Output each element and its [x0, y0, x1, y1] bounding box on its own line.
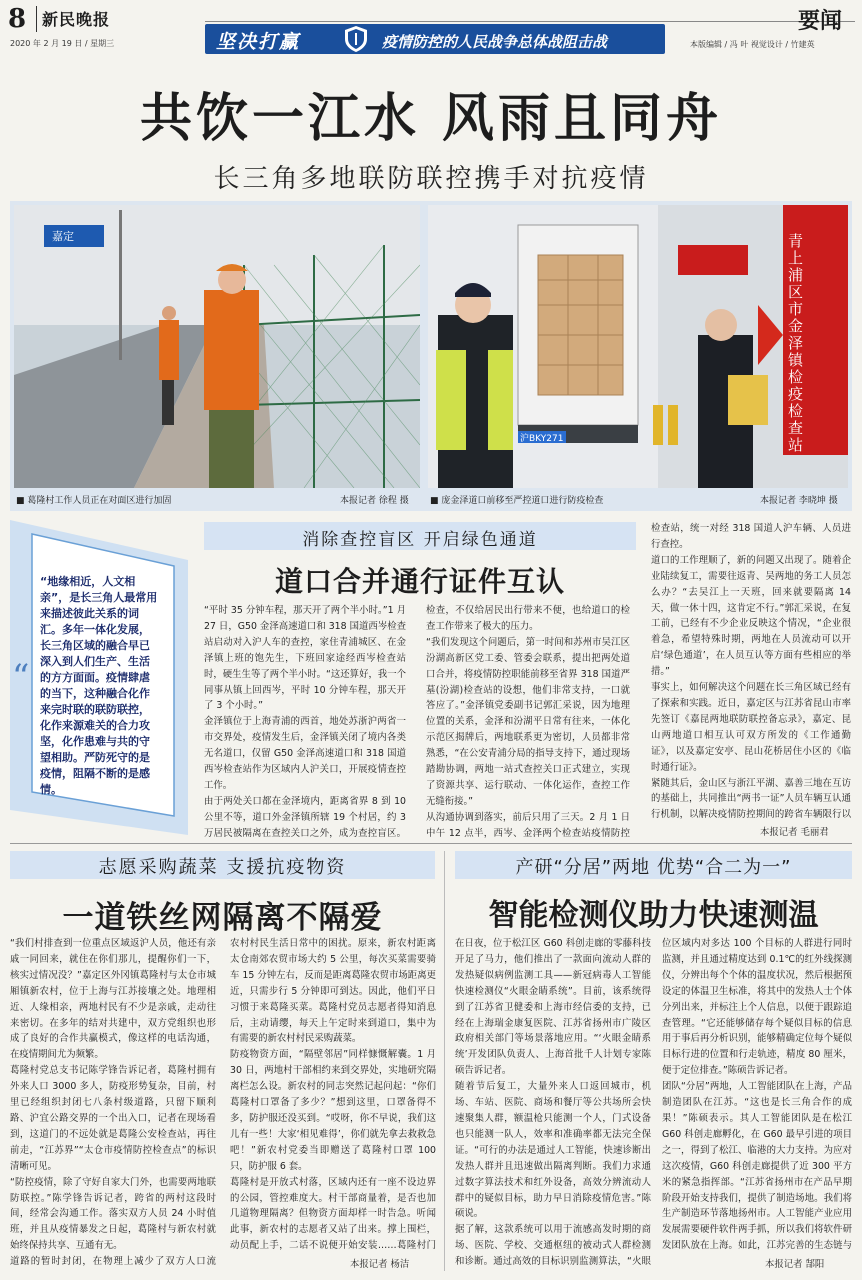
- photo-fence-workers: [14, 205, 420, 488]
- article1-column3: 检查站，统一对经 318 国道人沪车辆、人员进行查控。 道口的工作理顺了，新的问题又出现了。随着企业陆续复工，需要往返青、吴两地的务工人员怎么办？“去吴江上一天班，回来就要隔离 14 天，做一休十四，这肯定不行。”郭汇采说，在复工前，已经有不少企业反映这个情况，“企业很着急，希望特殊时期，两地在人员流动可以开启‘绿色通道’，在人员互认等方面有些相应的举措。” 事实上，如何解决这个问题在长三角区域已经有了探索和实践。近日，嘉定区与江苏省昆山市率先签订《嘉昆两地联防联控备忘录》，嘉定、昆山两地道口相互认可双方所发的《工作通勤证》，以及嘉定安亭、昆山花桥居住小区的《临时通行证》。 紧随其后，金山区与浙江平湖、嘉善三地在互访的基础上，共同推出“两书一证”人员车辆互认通行机制，以解决疫情防控期间的跨省车辆限行以: [651, 523, 851, 821]
- section-name: 要闻: [798, 9, 843, 34]
- checkpoint-banner: 青上浦区市金泽镇检疫检查站: [786, 233, 804, 454]
- header-rule: [205, 21, 855, 22]
- article3-column1: 在日夜，位于松江区 G60 科创走廊的零藤科技开足了马力，他们推出了一款面向流动人群的发热疑似病例监测工具——新冠病毒人工智能快速检测仪“火眼金睛系统”。目前，该系统得到了江苏省卫健委和上海市经信委的支持，已经在上海瑞金康复医院、江苏省扬州市广陵区政府相关部门等场景落地应用。“‘火眼金睛系统’开发团队负责人、上海首批千人计划专家陈硕告诉记者。 随着节后复工，大量外来人口返回城市，机场、车站、医院、商场和餐厅等公共场所会快速聚集人群，额温枪只能测一个人，门式设备也只能测一队人，效率和准确率都无法完全保证。“可行的办法是通过人工智能，快速诊断出发热人群并且迅速做出隔离判断。我们力求通过数字算法技术和红外设备，高效分辨流动人群中的疑似目标，助力早日消除疫情危害。”陈硕说。 据了解，这款系统可以用于流感高发时期的商场、医院、学校、交通枢纽的被动式人群检测和诊断。通过高效的目标识别监测算法，“火眼: [455, 938, 651, 1268]
- article2-column1: “我们村排查到一位重点区域返沪人员，他还有亲戚一同回来，就住在你们那儿，提醒你们一下，核实过情况没？”嘉定区外冈镇葛隆村与太仓市城厢镇新农村，位于上海与江苏接壤之处。地理相近、人缘相亲，两地村民有不少是亲戚，走动往来密切。在多年的结对共建中，双方党组织也形成了良好的合作共赢模式，像这样的电话沟通，在疫情期间尤为频繁。 葛隆村党总支书记陈学锋告诉记者，葛隆村拥有外来人口 3000 多人，防疫形势复杂，目前，村里已经组织封闭七八条村级道路，只留下顺利路、沪宜公路交界的一个出入口，记者在现场看到，这道门的不远处就是葛隆公安检查站，再往前走，“江苏界”“太仓市疫情防控检查点”的标识清晰可见。 “防控疫情，除了守好自家大门外，也需要两地联防联控。”陈学锋告诉记者，跨省的两村这段时间，经常会沟通工作。落实双方人员 24 小时值班，并且从疫情暴发之日起，葛隆村与新农村就始终保持共享、互通有无。 道路的暂时封闭，在物理上减少了双方人口流: [10, 938, 216, 1268]
- article3-credit: 本报记者 郜阳: [765, 1259, 825, 1270]
- photo-truck-inspection: [428, 205, 848, 488]
- section-divider: [10, 843, 852, 844]
- road-sign: 嘉定: [52, 230, 74, 243]
- editor-credit: 本版编辑 / 冯 叶 视觉设计 / 竹建英: [690, 40, 815, 49]
- article1-title: 道口合并通行证件互认: [274, 565, 565, 598]
- article1-kicker: 消除查控盲区 开启绿色通道: [302, 530, 538, 550]
- photo-right-caption: ■ 庞金泽道口前移至严控道口进行防疫检查: [430, 496, 604, 506]
- paper-name: 新民晚报: [42, 10, 111, 29]
- header-divider: [36, 6, 37, 32]
- column-divider: [444, 851, 445, 1271]
- photo-left-credit: 本报记者 徐程 摄: [340, 496, 409, 506]
- photo-left-caption: ■ 葛隆村工作人员正在对面区进行加固: [16, 496, 172, 506]
- article1-column2: 检查，不仅给居民出行带来不便，也给道口的检查工作带来了极大的压力。 “我们发现这个问题后，第一时间和苏州市吴江区汾湖高新区党工委、管委会联系，提出把两处道口合并，将疫情防控职能前移至省界 318 国道严墓(汾湖)检查站的设想，他们非常支持，一口就答应了。”金泽镇党委副书记郭汇采说，因为地理位置的关系，金泽和汾湖平日常有往来，一体化示范区揭牌后，两地联系更为密切，人员都非常熟悉，“在公安青浦分局的指导支持下，通过现场踏勘协调，两地一站式查控关口正式建立，实现了资源共享、运行联动、一体化运作，查控工作无缝衔接。” 从沟通协调到落实，前后只用了三天。2 月 1 日中午 12 点半，西岑、金泽两个检查站疫情防控: [426, 605, 630, 838]
- photo-right-credit: 本报记者 李晓坤 摄: [760, 496, 838, 506]
- article1-credit: 本报记者 毛丽君: [760, 827, 829, 838]
- article3-title: 智能检测仪助力快速测温: [488, 898, 819, 933]
- page-number: 8: [8, 4, 27, 34]
- article2-kicker: 志愿采购蔬菜 支援抗疫物资: [98, 857, 347, 878]
- article2-column2: 农村村民生活日常中的困扰。原来，新农村距离太仓南郊农贸市场大约 5 公里，每次买菜需要骑车 15 分钟左右，反而是距离葛隆农贸市场距离更近，只需步行 5 分钟即可到达。因此，他们平日习惯于来葛隆买菜。葛隆村党员志愿者得知消息后，主动请缨，每天上午定时来到道口，集中为有需要的新农村村民采购蔬菜。 防疫物资方面，“隔壁邻居”同样慷慨解囊。1 月 30 日，两地村干部相约来到交界处，实地研究隔离栏怎么设。新农村的同志突然记起问起：“你们葛隆村口罩备了多少？”想到这里，口罩备得不多，防护服还没买到。“哎呀，你不早说，我们这儿有一些！大家‘相见难得’，你们就先拿去救救急吧！”新农村党委当即赠送了葛隆村口罩 100 只，防护服 6 套。 葛隆村是开放式村落，区域内还有一座不设边界的公园，管控难度大。村干部商量着，是否也加几道物理隔离？但物资方面却样一时告急。听闻此事，新农村的志愿者又站了出来。撑上围栏，动员配上手，二话不说便开始安装……葛隆村门: [230, 938, 436, 1252]
- article2-credit: 本报记者 杨洁: [350, 1259, 410, 1270]
- article2-title: 一道铁丝网隔离不隔爱: [62, 900, 383, 936]
- main-headline: 共饮一江水 风雨且同舟: [139, 89, 723, 149]
- campaign-slogan: 坚决打赢: [216, 31, 301, 53]
- shield-icon: [343, 25, 369, 53]
- quote-mark-icon: “: [12, 657, 30, 697]
- issue-date: 2020 年 2 月 19 日 / 星期三: [10, 39, 115, 48]
- pull-quote: “地缘相近，人文相亲”，是长三角人最常用来描述彼此关系的词汇。多年一体化发展，长三角区域的融合早已深入到人们生产、生活的方方面面。疫情肆虐的当下，这种融合化作来完时联的联防联控，化作来源难关的合力攻坚，化作患难与共的守望相助。严防死守的是疫情，阻隔不断的是感情。: [40, 575, 158, 796]
- article3-column2: 位区域内对多达 100 个目标的人群进行同时监测，并且通过精度达到 0.1℃的红外线探测仪，分辨出每个个体的温度状况，然后根据预设定的体温卫生标准，将其中的发热人士个体分列出来，并标注上个人信息，以便于跟踪追查管理。“它还能够储存每个疑似目标的信息用于事后再分析识别，能够精确定位每个疑似目标行进的位置和行走轨迹，精度 80 厘米，便于定位排查。”陈硕告诉记者。 团队“分居”两地，人工智能团队在上海，产品制造团队在江苏。“这也是长三角合作的成果！”陈硕表示。其人工智能团队是在松江 G60 科创走廊孵化，在 G60 最早引进的项目之一，得到了松江、临港的大力支持。为应对这次疫情，G60 科创走廊提供了近 300 平方米的紧急指挥部。“江苏省扬州市在产品早期阶段开始支持我们，提供了制造场地。我们将生产制造环节落地扬州市。人工智能产业应用发展需要硬件软件两手抓，所以我们将软件研发团队放在上海。如此，江苏完善的生态链与: [662, 938, 852, 1252]
- article1-column1: “平时 35 分钟车程，那天开了两个半小时。”1 月 27 日，G50 金泽高速道口和 318 国道西岑检查站启动对入沪人车的查控，家住青浦城区、在金泽镇上班的饱先生，下班回家途经西岑检查站时，硬生生等了两个半小时。“这还算好，我一个同事从镇上回西岑，平时 10 分钟车程，那天开了 3 个小时。” 金泽镇位于上海青浦的西首，地处苏浙沪两省一市交界处，疫情发生后，金泽镇关闭了境内各类无名道口，仅留 G50 金泽高速道口和 318 国道西岑检查站作为区域内人沪关口，开展疫情查控工作。 由于两处关口都在金泽境内，距离省界 8 到 10 公里不等，道口外金泽镇所辖 19 个村居，约 3 万居民被隔离在查控关口之外，成为查控盲区。: [204, 605, 406, 838]
- main-subheadline: 长三角多地联防联控携手对抗疫情: [213, 164, 649, 194]
- license-plate: 沪BKY271: [520, 434, 564, 444]
- article3-kicker: 产研“分居”两地 优势“合二为一”: [515, 857, 792, 878]
- campaign-subtitle: 疫情防控的人民战争总体战阻击战: [382, 33, 608, 51]
